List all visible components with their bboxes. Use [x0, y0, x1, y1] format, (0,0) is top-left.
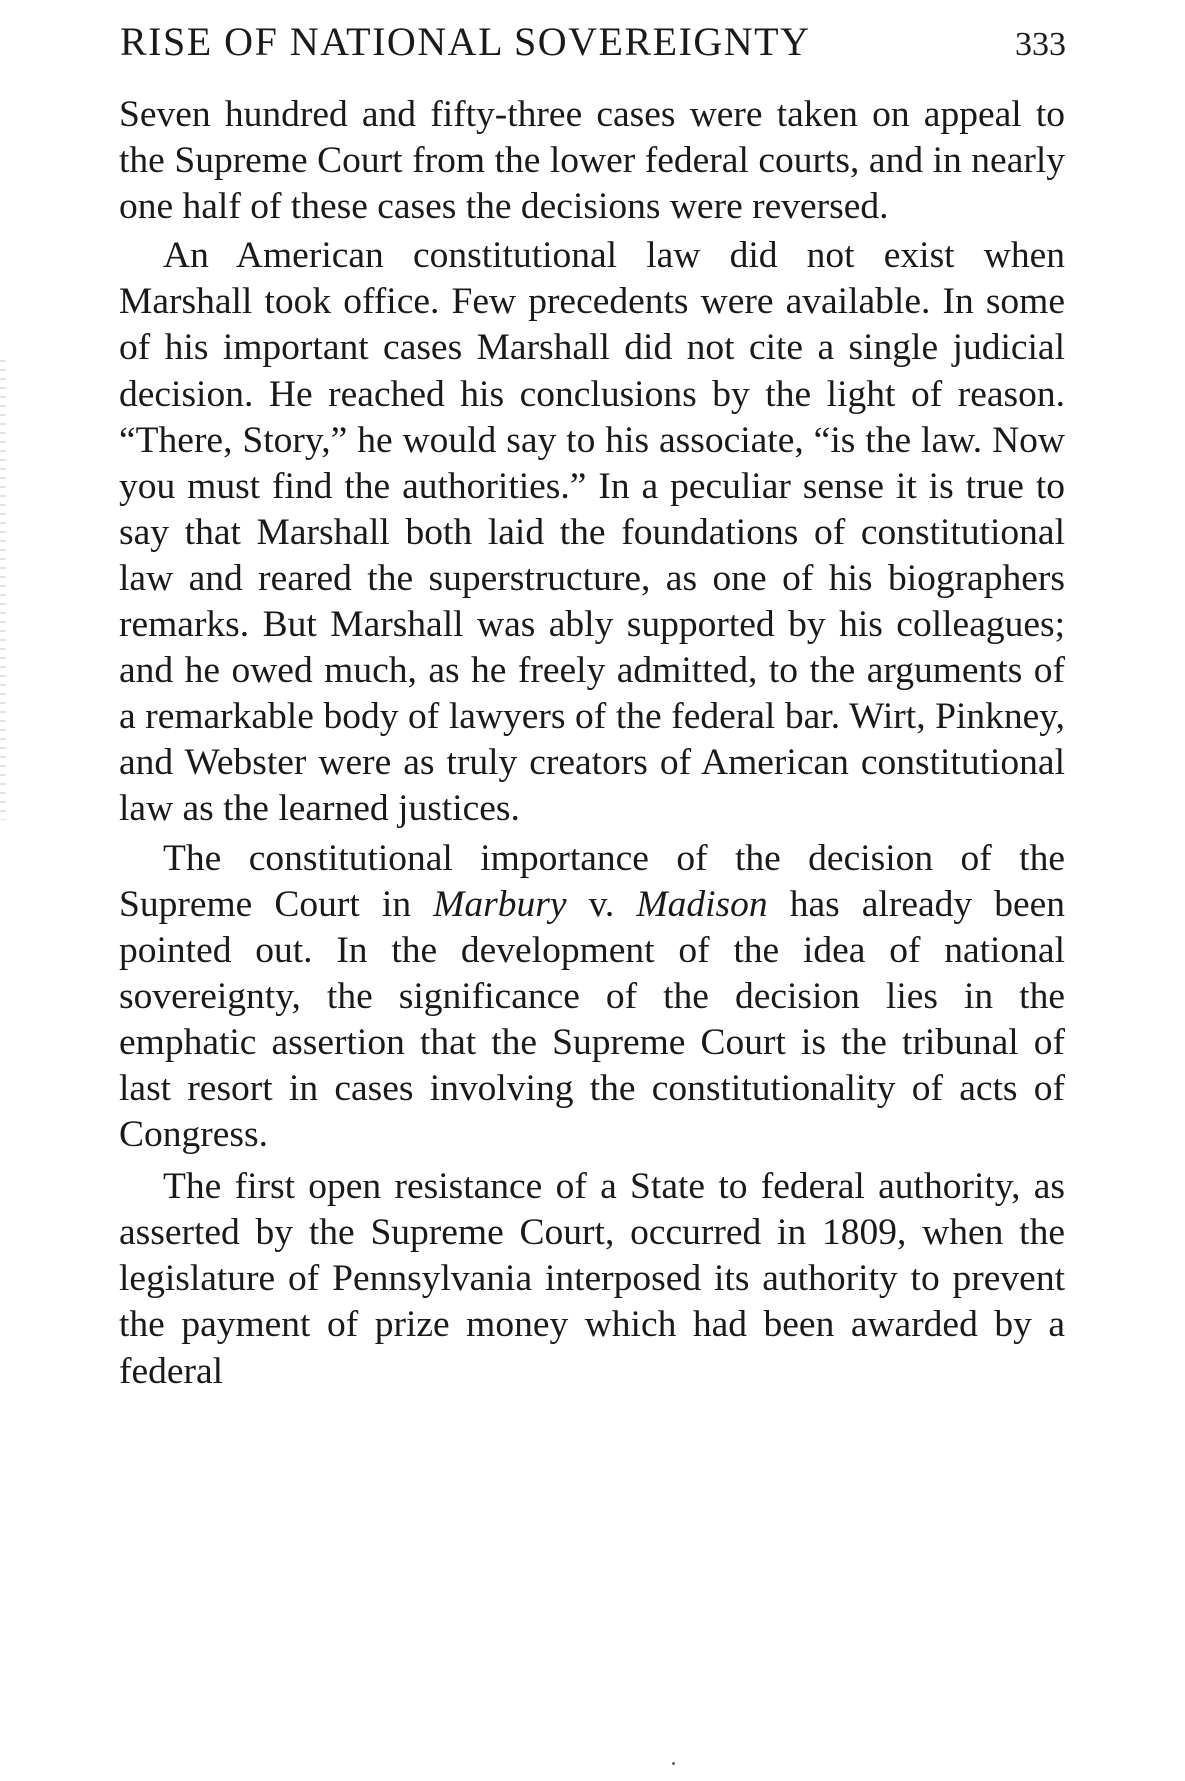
scan-margin-artifact: [0, 360, 6, 820]
case-name-madison: Madison: [636, 883, 768, 925]
page-header: [120, 18, 1066, 78]
paragraph-marbury: [119, 836, 1065, 1159]
running-head: RISE OF NATIONAL SOVEREIGNTY: [120, 19, 811, 64]
paragraph-appeals: Seven hundred and fifty-three cases were taken on appeal to the Supreme Court from the lower federal courts, and in nearly one half of these cases the decisions were reversed.: [119, 94, 1065, 228]
paragraph-marbury-lead: The constitutional importance of the decision of the Supreme Court in: [119, 837, 1065, 925]
body-text: [119, 92, 1065, 1395]
case-name-marbury: Marbury: [433, 883, 567, 925]
paragraph-marbury-rest: has already been pointed out. In the development of the idea of national sovereignty, the significance of the decision lies in the emphatic assertion that the Supreme Court is the tribunal of last resort in cases involving the constitutionality of acts of Congress.: [119, 883, 1065, 1156]
paragraph-constitutional-law: An American constitutional law did not exist when Marshall took office. Few precedents were available. In some of his important cases Marshall did not cite a single judicial decision. He reached his conclusions by the light of reason. “There, Story,” he would say to his associate, “is the law. Now you must find the authorities.” In a peculiar sense it is true to say that Marshall both laid the foundations of constitutional law and reared the superstructure, as one of his biographers remarks. But Marshall was ably supported by his colleagues; and he owed much, as he freely admitted, to the arguments of a remarkable body of lawyers of the federal bar. Wirt, Pinkney, and Webster were as truly creators of American constitutional law as the learned justices.: [119, 235, 1065, 830]
paragraph-state-resistance: The first open resistance of a State to federal authority, as asserted by the Supreme Court, occurred in 1809, when the legislature of Pennsylvania interposed its authority to prevent the payment of prize money which had been awarded by a federal: [119, 1166, 1065, 1392]
page-number: 333: [1015, 26, 1066, 63]
case-versus: v.: [566, 883, 637, 925]
scan-dot-artifact: [672, 1762, 675, 1765]
